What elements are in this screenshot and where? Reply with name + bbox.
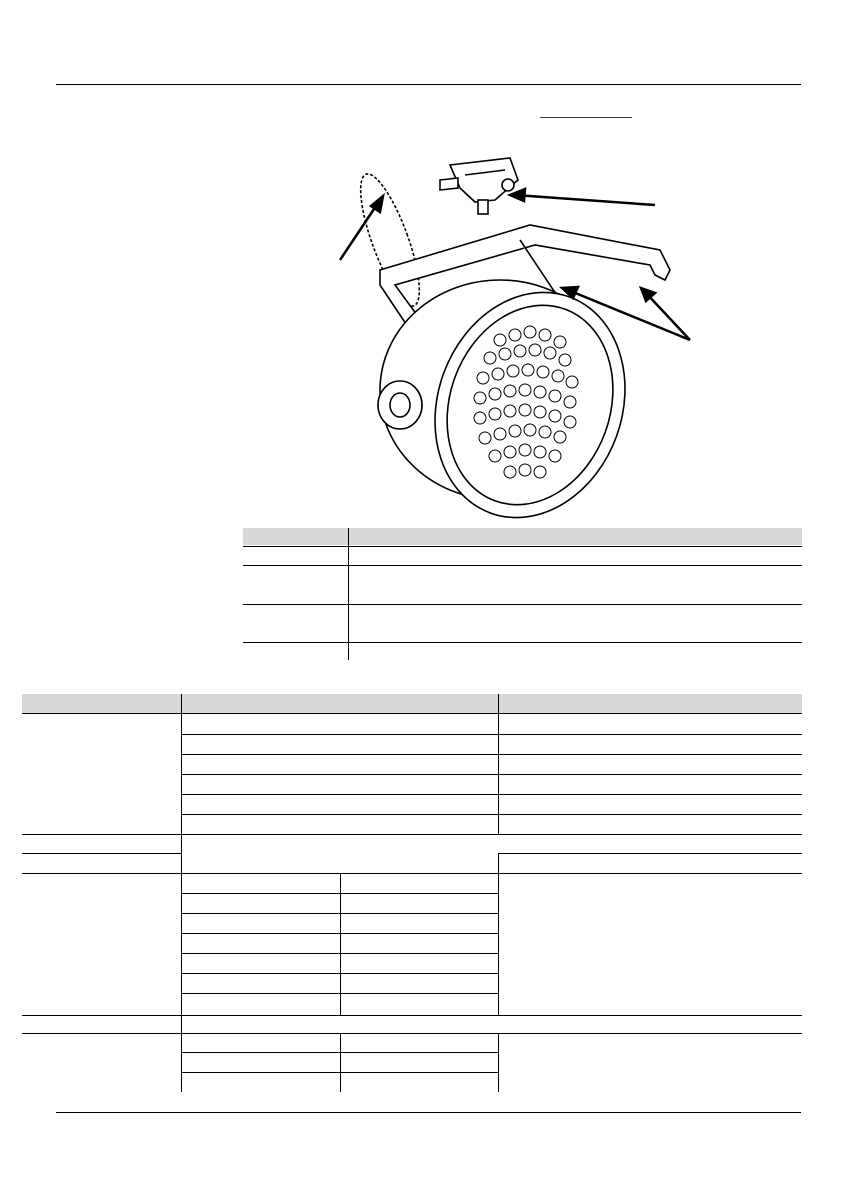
spec-col-divider-2 — [498, 694, 499, 834]
spec-row-line — [22, 834, 802, 835]
spec-row-line — [181, 734, 802, 735]
parts-table-row-line — [243, 642, 802, 643]
spec-row-line — [181, 973, 498, 974]
spec-row-line — [22, 713, 802, 714]
parts-table-header — [243, 528, 802, 545]
header-rule — [56, 84, 801, 85]
footer-rule — [56, 1112, 801, 1113]
fixture-mounting-illustration — [300, 140, 700, 530]
spec-row-line — [22, 873, 802, 874]
spec-row-line — [22, 1015, 802, 1016]
mounting-clamp-icon — [440, 158, 518, 214]
spec-row-line — [181, 814, 802, 815]
hyperlink-underline[interactable] — [540, 117, 632, 118]
spec-subcol-divider — [340, 873, 341, 1016]
spec-row-line — [181, 933, 498, 934]
spec-row-line — [181, 774, 802, 775]
spec-row-line — [498, 853, 802, 854]
spec-subcol-divider — [340, 1033, 341, 1092]
spec-row-line — [22, 1033, 802, 1034]
parts-table-col-divider — [348, 528, 349, 660]
spec-row-line — [22, 853, 181, 854]
spec-row-line — [181, 893, 498, 894]
spec-table-header — [22, 694, 802, 713]
spec-col-divider-2 — [498, 853, 499, 1016]
spec-row-line — [181, 913, 498, 914]
spec-row-line — [181, 953, 498, 954]
parts-table-row-line — [243, 565, 802, 566]
spec-row-line — [181, 754, 802, 755]
parts-table-row-line — [243, 604, 802, 605]
spec-row-line — [181, 1072, 498, 1073]
spec-row-line — [181, 993, 498, 994]
spec-col-divider-2 — [498, 1033, 499, 1092]
spec-row-line — [181, 1052, 498, 1053]
spec-row-line — [181, 794, 802, 795]
parts-table-row-line — [243, 546, 802, 547]
